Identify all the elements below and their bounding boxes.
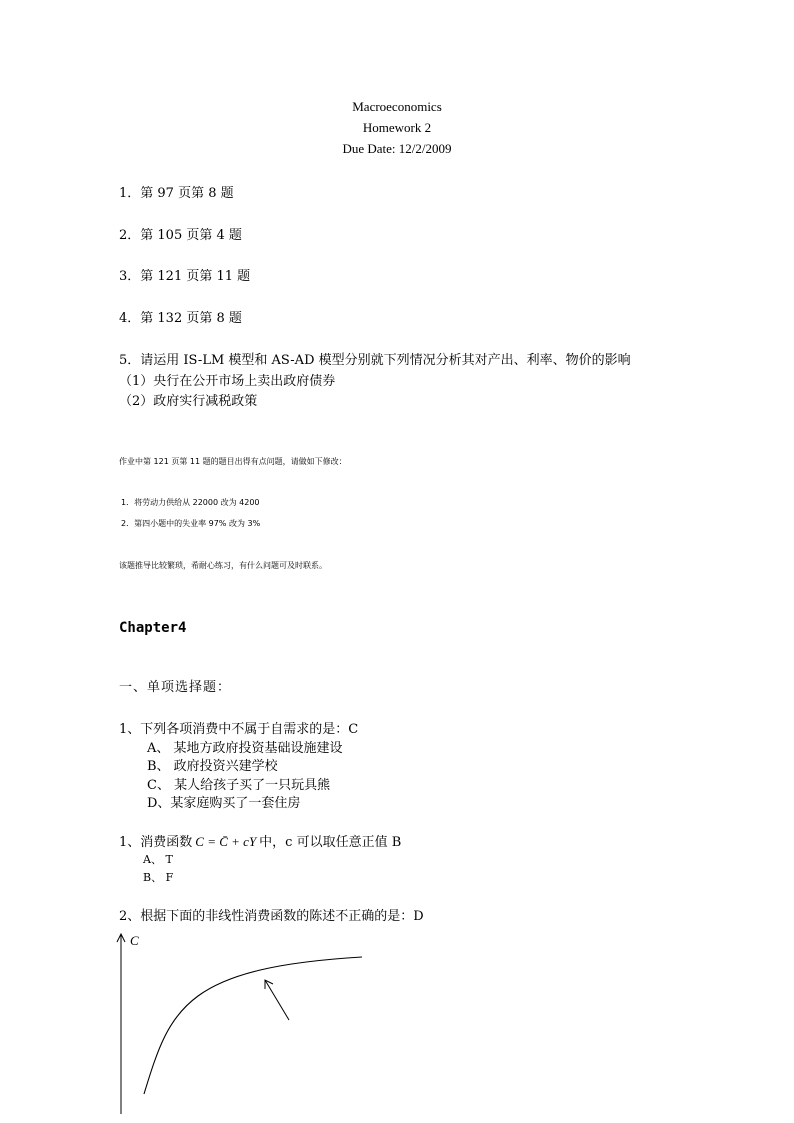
mc2-option-b: B、 F xyxy=(143,871,174,884)
mc2-stem xyxy=(119,831,401,850)
question-5: 5．请运用 IS-LM 模型和 AS-AD 模型分别就下列情况分析其对产出、利率、物价的影响 xyxy=(119,353,631,368)
question-2: 2．第 105 页第 4 题 xyxy=(119,228,242,243)
notice-item-2: 2．第四小题中的失业率 97% 改为 3% xyxy=(121,519,261,528)
annotation-arrow-line xyxy=(265,980,289,1020)
question-5-item-1: （1）央行在公开市场上卖出政府债券 xyxy=(119,374,336,389)
mc2-option-a: A、 T xyxy=(143,853,173,866)
consumption-formula: C = C̄ + cY xyxy=(195,834,257,849)
y-axis-label: C xyxy=(130,933,139,948)
notice-item-1: 1．将劳动力供给从 22000 改为 4200 xyxy=(121,498,260,507)
consumption-curve xyxy=(144,957,362,1094)
section-title: 一、单项选择题： xyxy=(119,680,232,695)
notice-intro: 作业中第 121 页第 11 题的题目出得有点问题，请做如下修改： xyxy=(119,457,347,466)
homework-title: Homework 2 xyxy=(362,120,432,135)
mc2-stem-prefix: 1、消费函数 xyxy=(119,835,193,850)
mc1-option-c: C、 某人给孩子买了一只玩具熊 xyxy=(147,778,331,793)
chapter-title: Chapter4 xyxy=(119,620,187,636)
question-5-item-2: （2）政府实行减税政策 xyxy=(119,394,258,409)
question-1: 1．第 97 页第 8 题 xyxy=(119,186,234,201)
mc1-option-d: D、某家庭购买了一套住房 xyxy=(147,796,301,811)
question-4: 4．第 132 页第 8 题 xyxy=(119,311,242,326)
consumption-function-chart xyxy=(110,928,380,1118)
course-title: Macroeconomics xyxy=(352,99,442,114)
mc2-stem-suffix: 中，c 可以取任意正值 B xyxy=(259,835,402,850)
due-date: Due Date: 12/2/2009 xyxy=(342,141,452,156)
mc1-option-b: B、 政府投资兴建学校 xyxy=(147,759,278,774)
mc1-stem: 1、下列各项消费中不属于自需求的是：C xyxy=(119,722,359,737)
notice-outro: 该题推导比较繁琐，希耐心练习，有什么问题可及时联系。 xyxy=(119,561,327,570)
mc3-stem: 2、根据下面的非线性消费函数的陈述不正确的是：D xyxy=(119,909,424,924)
mc1-option-a: A、 某地方政府投资基础设施建设 xyxy=(147,741,343,756)
question-3: 3．第 121 页第 11 题 xyxy=(119,269,251,284)
